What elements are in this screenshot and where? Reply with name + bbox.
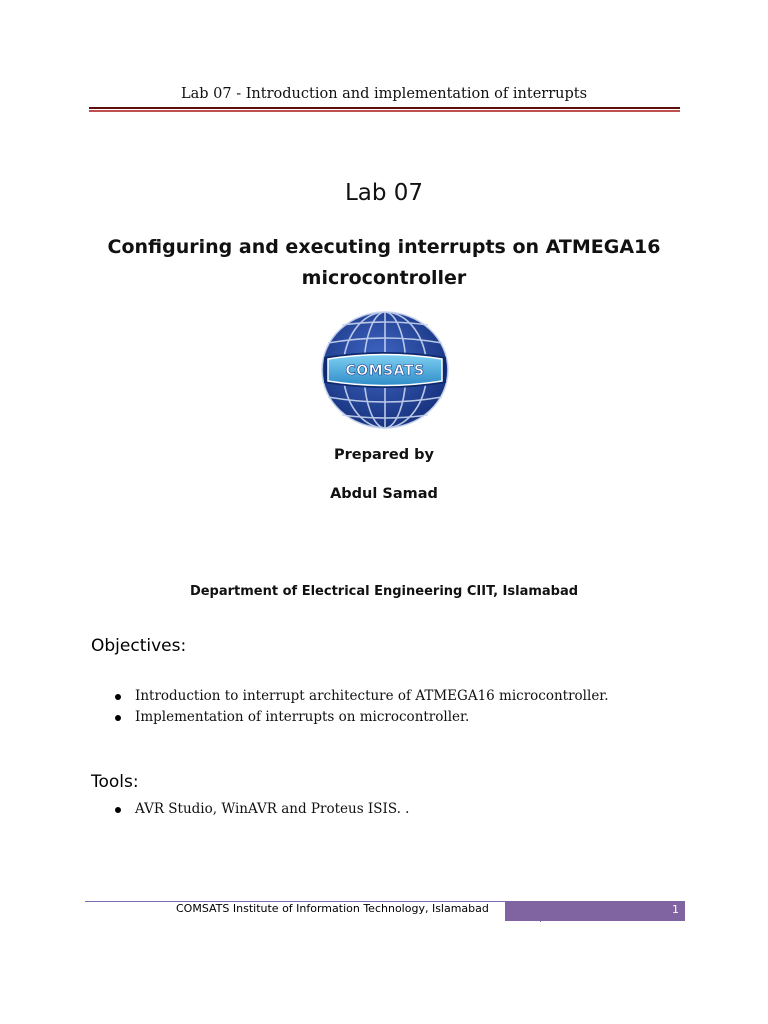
prepared-by-label: Prepared by xyxy=(333,447,435,463)
comsats-logo xyxy=(320,311,450,429)
lab-title: Lab 07 xyxy=(344,180,424,206)
objectives-list xyxy=(112,686,712,728)
list-item: Implementation of interrupts on microcontroller. xyxy=(112,707,712,728)
author-name: Abdul Samad xyxy=(330,486,438,502)
lab-subtitle xyxy=(100,232,668,294)
tools-list xyxy=(112,799,712,820)
list-item: AVR Studio, WinAVR and Proteus ISIS. . xyxy=(112,799,712,820)
logo-text: COMSATS xyxy=(345,363,425,379)
page-number: 1 xyxy=(672,903,679,916)
footer-tick-mark xyxy=(540,914,541,922)
lab-subtitle-line-2: microcontroller xyxy=(301,266,467,289)
list-item: Introduction to interrupt architecture of ATMEGA16 microcontroller. xyxy=(112,686,712,707)
footer-institute: COMSATS Institute of Information Technology, Islamabad xyxy=(176,902,489,915)
running-header: Lab 07 - Introduction and implementation of interrupts xyxy=(180,86,588,102)
tools-heading: Tools: xyxy=(91,772,139,792)
department-name: Department of Electrical Engineering CIIT, Islamabad xyxy=(189,584,579,599)
header-rule xyxy=(89,107,680,109)
header-rule-accent xyxy=(89,110,680,112)
objectives-heading: Objectives: xyxy=(91,636,187,656)
lab-subtitle-line-1: Configuring and executing interrupts on ATMEGA16 xyxy=(107,236,661,258)
